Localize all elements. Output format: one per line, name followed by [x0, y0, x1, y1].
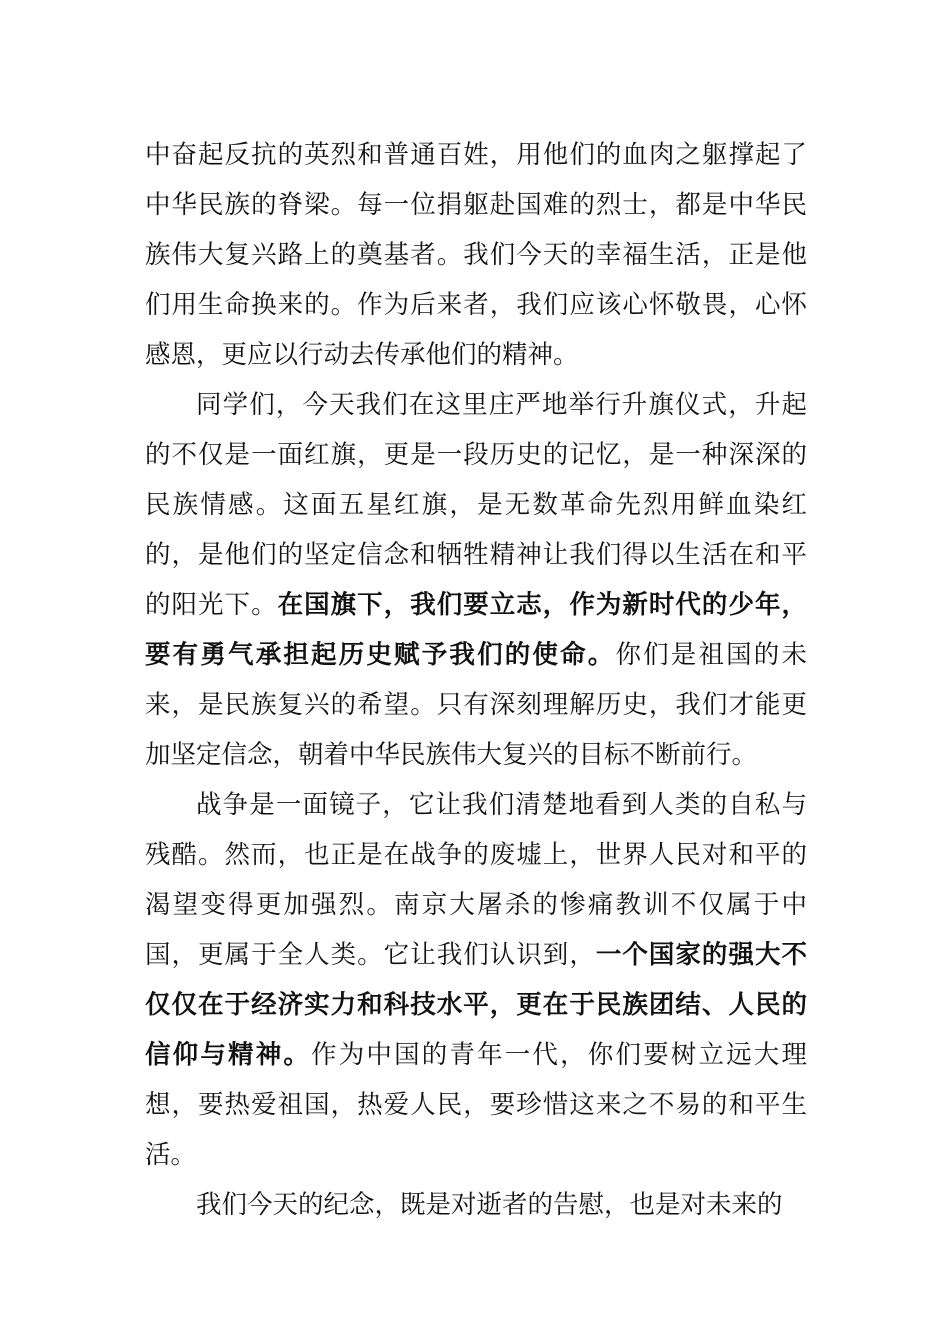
paragraph-1-text: 中奋起反抗的英烈和普通百姓，用他们的血肉之躯撑起了中华民族的脊梁。每一位捐躯赴国难的烈士，都是中华民族伟大复兴路上的奠基者。我们今天的幸福生活，正是他们用生命换来的。作为后来者，我们应该心怀敬畏，心怀感恩，更应以行动去传承他们的精神。 [145, 140, 807, 370]
paragraph-4-text: 我们今天的纪念，既是对逝者的告慰，也是对未来的 [196, 1190, 783, 1220]
paragraph-3 [145, 780, 807, 1180]
paragraph-3-text-a: 战争是一面镜子，它让我们清楚地看到人类的自私与残酷。然而，也正是在战争的废墟上，世界人民对和平的渴望变得更加强烈。南京大屠杀的惨痛教训不仅属于中国，更属于全人类。它让我们认识到， [145, 790, 807, 970]
paragraph-4 [145, 1180, 807, 1230]
paragraph-2 [145, 380, 807, 780]
paragraph-2-text-a: 同学们，今天我们在这里庄严地举行升旗仪式，升起的不仅是一面红旗，更是一段历史的记忆，是一种深深的民族情感。这面五星红旗，是无数革命先烈用鲜血染红的，是他们的坚定信念和牺牲精神让我们得以生活在和平的阳光下。 [145, 390, 807, 620]
document-page [145, 130, 807, 1230]
paragraph-3-bold-text: 一个国家的强大不仅仅在于经济实力和科技水平，更在于民族团结、人民的信仰与精神。 [145, 940, 807, 1070]
paragraph-1 [145, 130, 807, 380]
paragraph-2-bold-text: 在国旗下，我们要立志，作为新时代的少年，要有勇气承担起历史赋予我们的使命。 [145, 590, 807, 670]
paragraph-2-text-b: 你们是祖国的未来，是民族复兴的希望。只有深刻理解历史，我们才能更加坚定信念，朝着中华民族伟大复兴的目标不断前行。 [145, 640, 807, 770]
paragraph-3-text-b: 作为中国的青年一代，你们要树立远大理想，要热爱祖国，热爱人民，要珍惜这来之不易的和平生活。 [145, 1040, 807, 1170]
